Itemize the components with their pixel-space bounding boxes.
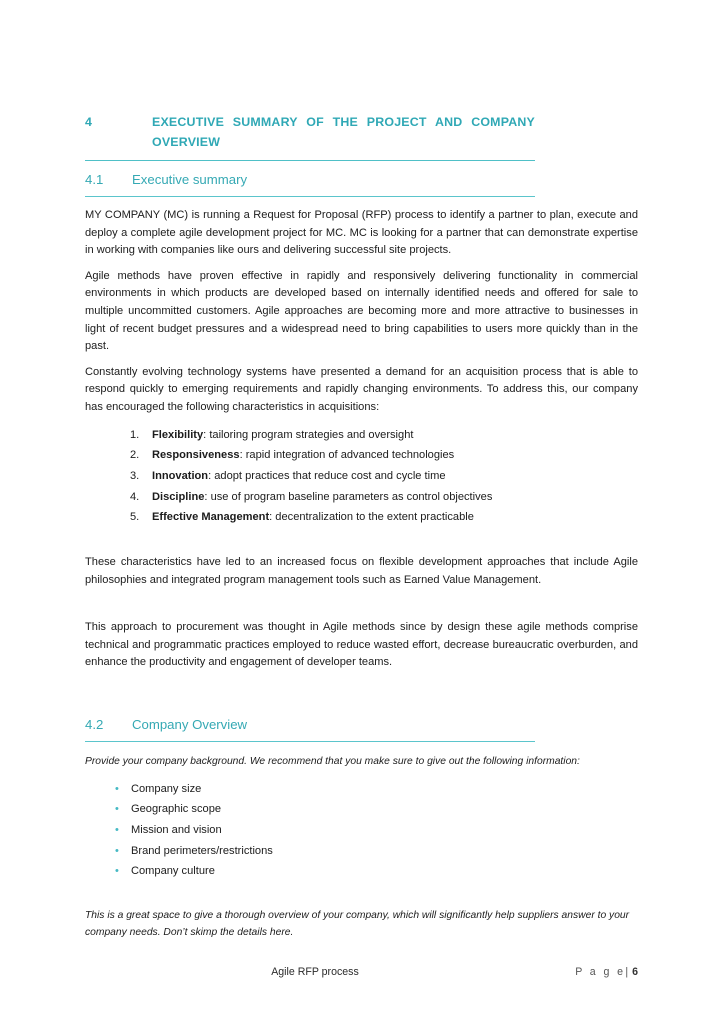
bullet-icon: • bbox=[115, 844, 119, 857]
heading-1-line-1: EXECUTIVE SUMMARY OF THE PROJECT AND bbox=[152, 115, 463, 129]
list-item-label: Geographic scope bbox=[131, 803, 222, 816]
list-item-description: : rapid integration of advanced technologies bbox=[239, 449, 455, 462]
list-item-term: Responsiveness bbox=[152, 449, 240, 462]
paragraph-technology-systems: Constantly evolving technology systems have presented a demand for an acquisition process that is able to respond quickly to emerging requirements and rapidly changing environments. To address this, our company has encouraged the following characteristics in acquisitions: bbox=[85, 365, 638, 413]
list-item bbox=[85, 507, 638, 528]
document-content bbox=[85, 112, 638, 941]
page-footer bbox=[85, 966, 638, 986]
list-item bbox=[85, 779, 638, 800]
heading-1-line-2: COMPANY OVERVIEW bbox=[152, 115, 535, 149]
list-item bbox=[85, 799, 638, 820]
bullet-icon: • bbox=[115, 782, 119, 795]
heading-1-number: 4 bbox=[85, 115, 93, 129]
list-item-description: : tailoring program strategies and oversight bbox=[203, 428, 414, 441]
list-item-text bbox=[152, 466, 638, 487]
list-item-text bbox=[152, 487, 638, 508]
list-item bbox=[85, 861, 638, 882]
list-item-term: Innovation bbox=[152, 469, 209, 482]
list-item-number: 3. bbox=[130, 469, 140, 482]
bullet-icon: • bbox=[115, 803, 119, 816]
list-item-number: 2. bbox=[130, 449, 140, 462]
paragraph-approach-procurement: This approach to procurement was thought in Agile methods since by design these agile methods comprise technical and programmatic practices employed to reduce wasted effort, decrease bureaucratic overburden, and enhance the productivity and engagement of developer teams. bbox=[85, 621, 638, 669]
list-item-label: Company size bbox=[131, 782, 202, 795]
list-item bbox=[85, 425, 638, 446]
list-item-number: 4. bbox=[130, 490, 140, 503]
list-item-number: 5. bbox=[130, 511, 140, 524]
list-item-term: Effective Management bbox=[152, 511, 270, 524]
list-item bbox=[85, 466, 638, 487]
bullet-icon: • bbox=[115, 865, 119, 878]
heading-2-number: 4.1 bbox=[85, 172, 104, 187]
list-item-text bbox=[152, 445, 638, 466]
footer-separator: | bbox=[625, 966, 630, 978]
list-item-description: : decentralization to the extent practicable bbox=[269, 511, 474, 524]
heading-1-title bbox=[152, 112, 535, 152]
list-item-description: : adopt practices that reduce cost and cycle time bbox=[208, 469, 446, 482]
list-item-number: 1. bbox=[130, 428, 140, 441]
list-item-text bbox=[152, 425, 638, 446]
list-item-label: Brand perimeters/restrictions bbox=[131, 844, 273, 857]
footer-page-indicator bbox=[575, 966, 638, 978]
footer-document-title: Agile RFP process bbox=[271, 966, 359, 978]
heading-2-number: 4.2 bbox=[85, 717, 104, 733]
characteristics-list bbox=[85, 425, 638, 529]
heading-2-executive-summary bbox=[85, 169, 638, 190]
heading-1-executive-summary bbox=[85, 112, 638, 152]
heading-2-title: Company Overview bbox=[132, 717, 248, 733]
bullet-icon: • bbox=[115, 824, 119, 837]
footer-page-number: 6 bbox=[632, 966, 638, 978]
footer-page-label: P a g e bbox=[575, 966, 626, 978]
list-item bbox=[85, 487, 638, 508]
paragraph-these-characteristics: These characteristics have led to an increased focus on flexible development approaches that include Agile philosophies and integrated program management tools such as Earned Value Management. bbox=[85, 556, 638, 586]
paragraph-intro: MY COMPANY (MC) is running a Request for Proposal (RFP) process to identify a partner to plan, execute and deploy a complete agile development project for MC. MC is looking for a partner that can demonstrate expertise in working with companies like ours and delivering successful site projects. bbox=[85, 209, 638, 257]
list-item bbox=[85, 820, 638, 841]
list-item-term: Flexibility bbox=[152, 428, 204, 441]
list-item bbox=[85, 445, 638, 466]
paragraph-agile-methods: Agile methods have proven effective in rapidly and responsively delivering functionality in commercial environments in which products are developed based on internally identified needs and offered for sale to multiple uncommitted customers. Agile approaches are becoming more and more attractive to businesses in light of recent budget pressures and a widespread need to bring capabilities to users more quickly than in the past. bbox=[85, 269, 638, 353]
company-overview-instruction: Provide your company background. We recommend that you make sure to give out the following information: bbox=[85, 756, 580, 768]
list-item-label: Mission and vision bbox=[131, 824, 222, 837]
list-item-term: Discipline bbox=[152, 490, 205, 503]
list-item-text bbox=[152, 507, 638, 528]
company-overview-closing-note: This is a great space to give a thorough overview of your company, which will significantly help suppliers answer to your company needs. Don’t skimp the details here. bbox=[85, 910, 630, 938]
company-overview-bullets bbox=[85, 779, 638, 883]
list-item-description: : use of program baseline parameters as control objectives bbox=[204, 490, 493, 503]
heading-2-company-overview bbox=[85, 714, 638, 735]
list-item bbox=[85, 841, 638, 862]
list-item-label: Company culture bbox=[131, 865, 215, 878]
heading-2-title: Executive summary bbox=[132, 172, 248, 187]
